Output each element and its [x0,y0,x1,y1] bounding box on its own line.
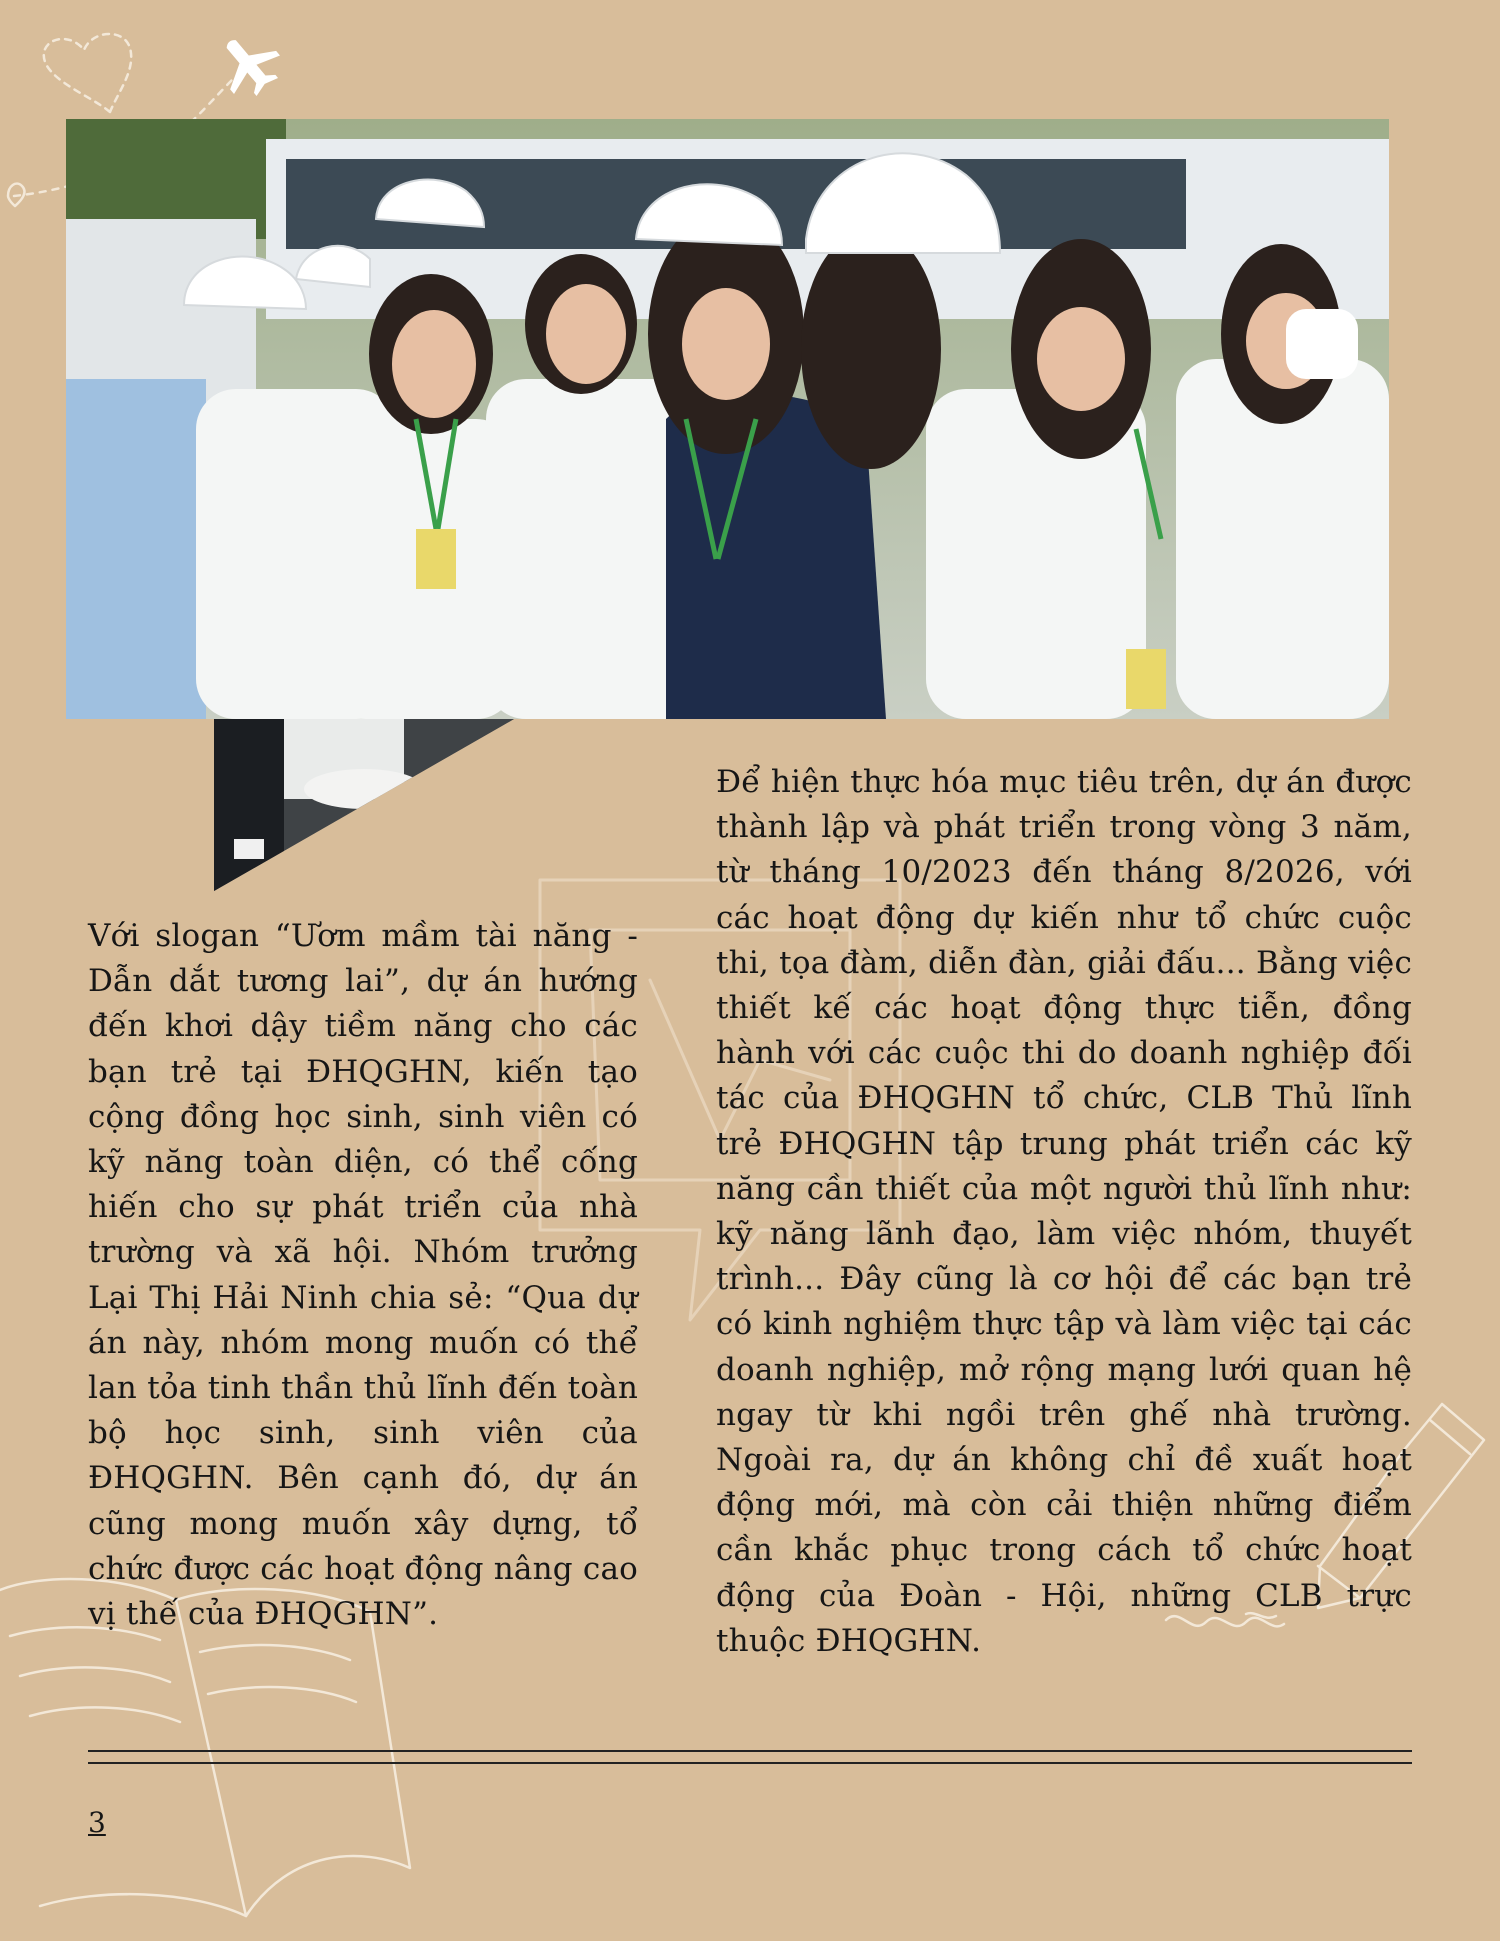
page-number: 3 [88,1806,106,1839]
footer-rule-bottom [88,1762,1412,1764]
heart-outline-icon [44,34,131,112]
left-paragraph: Với slogan “Ươm mầm tài năng - Dẫn dắt tương lai”, dự án hướng đến khơi dậy tiềm năng cho các bạn trẻ tại ĐHQGHN, kiến tạo cộng đồng học sinh, sinh viên có kỹ năng toàn diện, có thể cống hiến cho sự phát triển của nhà trường và xã hội. Nhóm trưởng Lại Thị Hải Ninh chia sẻ: “Qua dự án này, nhóm mong muốn có thể lan tỏa tinh thần thủ lĩnh đến toàn bộ học sinh, sinh viên của ĐHQGHN. Bên cạnh đó, dự án cũng mong muốn xây dựng, tổ chức được các hoạt động nâng cao vị thế của ĐHQGHN”. [88,918,638,1633]
location-pin-icon [8,184,24,206]
footer-rule-top [88,1750,1412,1752]
airplane-icon [206,23,290,107]
students-group-photo [66,119,1389,719]
right-paragraph: Để hiện thực hóa mục tiêu trên, dự án được thành lập và phát triển trong vòng 3 năm, từ tháng 10/2023 đến tháng 8/2026, với các hoạt động dự kiến như tổ chức cuộc thi, tọa đàm, diễn đàn, giải đấu... Bằng việc thiết kế các hoạt động thực tiễn, đồng hành với các cuộc thi do doanh nghiệp đối tác của ĐHQGHN tổ chức, CLB Thủ lĩnh trẻ ĐHQGHN tập trung phát triển các kỹ năng cần thiết của một người thủ lĩnh như: kỹ năng lãnh đạo, làm việc nhóm, thuyết trình... Đây cũng là cơ hội để các bạn trẻ có kinh nghiệm thực tập và làm việc tại các doanh nghiệp, mở rộng mạng lưới quan hệ ngay từ khi ngồi trên ghế nhà trường. Ngoài ra, dự án không chỉ đề xuất hoạt động mới, mà còn cải thiện những điểm cần khắc phục trong cách tổ chức hoạt động của Đoàn - Hội, những CLB trực thuộc ĐHQGHN. [716,764,1412,1659]
photo-speech-tail [214,719,514,891]
